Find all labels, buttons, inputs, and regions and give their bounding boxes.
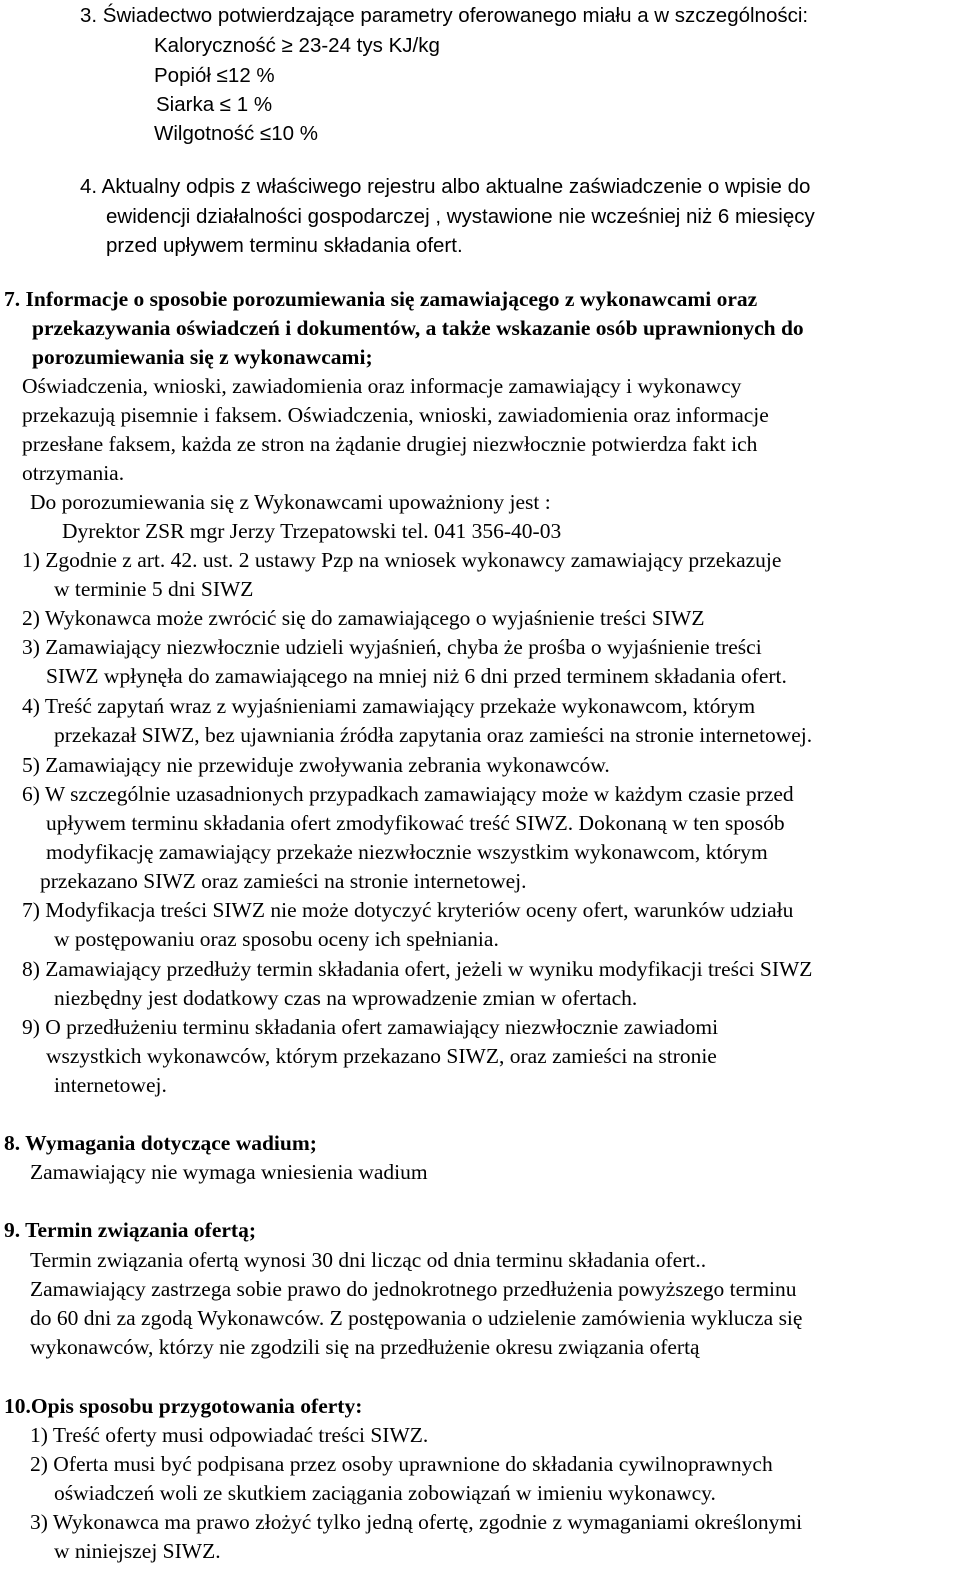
section9-text-line: Zamawiający zastrzega sobie prawo do jednokrotnego przedłużenia powyższego terminu: [30, 1277, 797, 1301]
section7-intro-line: przekazują pisemnie i faksem. Oświadczenia, wnioski, zawiadomienia oraz informacje: [22, 403, 769, 427]
section9-text-line: do 60 dni za zgodą Wykonawców. Z postępowania o udzielenie zamówienia wyklucza się: [30, 1306, 803, 1330]
param-calorific: Kaloryczność ≥ 23-24 tys KJ/kg: [154, 34, 440, 57]
section7-point: w postępowaniu oraz sposobu oceny ich spełniania.: [54, 927, 499, 951]
section7-point: wszystkich wykonawców, którym przekazano SIWZ, oraz zamieści na stronie: [46, 1044, 717, 1068]
item4-line: przed upływem terminu składania ofert.: [106, 234, 463, 257]
section8-text: Zamawiający nie wymaga wniesienia wadium: [30, 1160, 428, 1184]
section7-heading: 7. Informacje o sposobie porozumiewania się zamawiającego z wykonawcami oraz: [4, 287, 758, 311]
section8-heading: 8. Wymagania dotyczące wadium;: [4, 1131, 317, 1155]
section7-point: upływem terminu składania ofert zmodyfikować treść SIWZ. Dokonaną w ten sposób: [46, 811, 785, 835]
section7-intro-line: Oświadczenia, wnioski, zawiadomienia oraz informacje zamawiający i wykonawcy: [22, 374, 742, 398]
section7-point: przekazano SIWZ oraz zamieści na stronie internetowej.: [40, 869, 527, 893]
section7-point: 2) Wykonawca może zwrócić się do zamawiającego o wyjaśnienie treści SIWZ: [22, 606, 705, 630]
section7-point: 7) Modyfikacja treści SIWZ nie może dotyczyć kryteriów oceny ofert, warunków udziału: [22, 898, 794, 922]
section10-point: oświadczeń woli ze skutkiem zaciągania zobowiązań w imieniu wykonawcy.: [54, 1481, 716, 1505]
section7-point: 6) W szczególnie uzasadnionych przypadkach zamawiający może w każdym czasie przed: [22, 782, 794, 806]
item4-line: 4. Aktualny odpis z właściwego rejestru albo aktualne zaświadczenie o wpisie do: [80, 175, 811, 198]
item4-line: ewidencji działalności gospodarczej , wystawione nie wcześniej niż 6 miesięcy: [106, 205, 815, 228]
section7-heading: przekazywania oświadczeń i dokumentów, a także wskazanie osób uprawnionych do: [32, 316, 804, 340]
section9-text-line: wykonawców, którzy nie zgodzili się na przedłużenie okresu związania ofertą: [30, 1335, 700, 1359]
section7-intro-line: przesłane faksem, każda ze stron na żądanie drugiej niezwłocznie potwierdza fakt ich: [22, 432, 758, 456]
section9-heading: 9. Termin związania ofertą;: [4, 1218, 256, 1242]
contact-person: Dyrektor ZSR mgr Jerzy Trzepatowski tel. 041 356-40-03: [62, 519, 562, 543]
contact-intro: Do porozumiewania się z Wykonawcami upoważniony jest :: [30, 490, 551, 514]
section7-point: SIWZ wpłynęła do zamawiającego na mniej niż 6 dni przed terminem składania ofert.: [46, 664, 787, 688]
section7-point: 1) Zgodnie z art. 42. ust. 2 ustawy Pzp na wniosek wykonawcy zamawiający przekazuje: [22, 548, 782, 572]
param-moisture: Wilgotność ≤10 %: [154, 122, 318, 145]
section7-point: 4) Treść zapytań wraz z wyjaśnieniami zamawiający przekaże wykonawcom, którym: [22, 694, 756, 718]
section7-heading: porozumiewania się z wykonawcami;: [32, 345, 373, 369]
param-ash: Popiół ≤12 %: [154, 64, 275, 87]
cert-title: 3. Świadectwo potwierdzające parametry oferowanego miału a w szczególności:: [80, 4, 809, 27]
section9-text-line: Termin związania ofertą wynosi 30 dni licząc od dnia terminu składania ofert..: [30, 1248, 707, 1272]
section7-point: 8) Zamawiający przedłuży termin składania ofert, jeżeli w wyniku modyfikacji treści SIWZ: [22, 957, 813, 981]
section7-point: 3) Zamawiający niezwłocznie udzieli wyjaśnień, chyba że prośba o wyjaśnienie treści: [22, 635, 762, 659]
section7-point: przekazał SIWZ, bez ujawniania źródła zapytania oraz zamieści na stronie internetowej.: [54, 723, 813, 747]
param-sulfur: Siarka ≤ 1 %: [156, 93, 273, 116]
section10-point: 3) Wykonawca ma prawo złożyć tylko jedną ofertę, zgodnie z wymaganiami określonymi: [30, 1510, 803, 1534]
section10-point: 1) Treść oferty musi odpowiadać treści SIWZ.: [30, 1423, 429, 1447]
section7-point: 9) O przedłużeniu terminu składania ofert zamawiający niezwłocznie zawiadomi: [22, 1015, 719, 1039]
section7-point: w terminie 5 dni SIWZ: [54, 577, 254, 601]
section10-heading: 10.Opis sposobu przygotowania oferty:: [4, 1394, 363, 1418]
section10-point: 2) Oferta musi być podpisana przez osoby uprawnione do składania cywilnoprawnych: [30, 1452, 773, 1476]
section7-point: niezbędny jest dodatkowy czas na wprowadzenie zmian w ofertach.: [54, 986, 638, 1010]
section10-point: w niniejszej SIWZ.: [54, 1539, 221, 1563]
section7-point: modyfikację zamawiający przekaże niezwłocznie wszystkim wykonawcom, którym: [46, 840, 768, 864]
section7-intro-line: otrzymania.: [22, 461, 125, 485]
section7-point: internetowej.: [54, 1073, 167, 1097]
section7-point: 5) Zamawiający nie przewiduje zwoływania zebrania wykonawców.: [22, 753, 610, 777]
